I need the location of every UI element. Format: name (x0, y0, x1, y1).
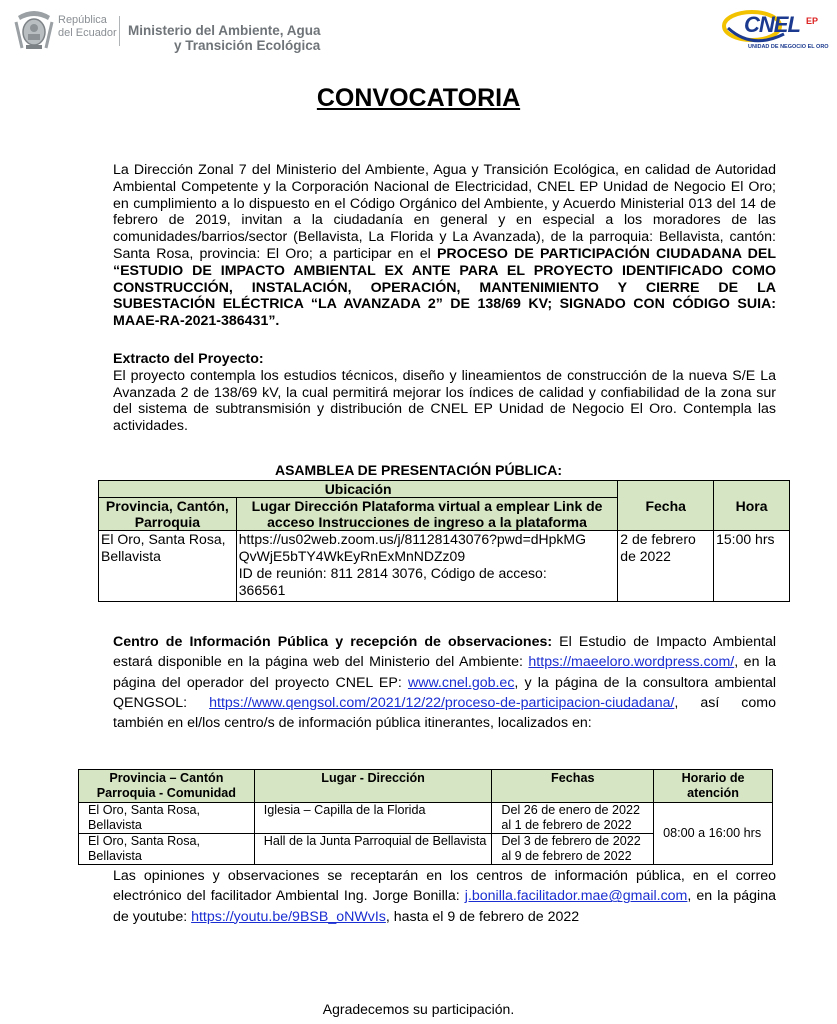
maeeloro-link[interactable]: https://maeeloro.wordpress.com/ (528, 654, 735, 671)
table-cell: Hall de la Junta Parroquial de Bellavista (254, 834, 492, 865)
youtube-link[interactable]: https://youtu.be/9BSB_oNWvIs (191, 908, 386, 925)
table-cell (492, 834, 654, 865)
extracto-heading: Extracto del Proyecto: (113, 351, 264, 367)
centro-heading: Centro de Información Pública y recepción de observaciones: (113, 634, 553, 650)
table-cell: 15:00 hrs (714, 531, 790, 602)
ubicacion-header: Ubicación (99, 481, 618, 498)
provincia-comunidad-header: Provincia – Cantón Parroquia - Comunidad (79, 770, 255, 803)
republica-ecuador-text: República del Ecuador (58, 14, 117, 39)
extracto-text: El proyecto contempla los estudios técnicos, diseño y lineamientos de construcción de la nueva S/E La Avanzada 2 de 138/69 kV, la cual permitirá mejorar los índices de calidad y confiabilidad de la zona sur del sistema de subtransmisión y distribución de CNEL EP Unidad de Negocio El Oro. Contempla las actividades. (113, 367, 776, 435)
lugar-direccion-header: Lugar - Dirección (254, 770, 492, 803)
header-divider (119, 16, 120, 46)
provincia-header: Provincia, Cantón, Parroquia (99, 498, 237, 531)
table-cell: 2 de febrero de 2022 (618, 531, 714, 602)
intro-bold-text: PROCESO DE PARTICIPACIÓN CIUDADANA DEL “ESTUDIO DE IMPACTO AMBIENTAL EX ANTE PARA EL PROYECTO IDENTIFICADO COMO CONSTRUCCIÓN, INSTALACIÓN, OPERACIÓN, MANTENIMIENTO Y CIERRE DE LA SUBESTACIÓN ELÉCTRICA “LA AVANZADA 2” DE 138/69 KV; SIGNADO CON CÓDIGO SUIA: MAAE-RA-2021-386431”. (113, 245, 776, 330)
ministerio-line1: Ministerio del Ambiente, Agua (128, 23, 321, 38)
opiniones-text: , hasta el 9 de febrero de 2022 (385, 908, 580, 925)
fechas-line: Del 3 de febrero de 2022 (501, 834, 641, 848)
table-row (79, 803, 773, 834)
fecha-header: Fecha (618, 481, 714, 531)
table-cell: El Oro, Santa Rosa, Bellavista (79, 834, 255, 865)
centros-table (78, 769, 773, 865)
centro-text: , en la página del operador del proyecto CNEL EP: (113, 654, 776, 691)
cnel-logo-text: CNEL (744, 12, 800, 37)
asamblea-heading: ASAMBLEA DE PRESENTACIÓN PÚBLICA: (274, 462, 562, 478)
centro-text: El Estudio de Impacto Ambiental estará disponible en la página web del Ministerio del Ambiente: (113, 634, 776, 671)
cnel-logo (722, 6, 829, 54)
opiniones-text: Las opiniones y observaciones se receptarán en los centros de información pública, en el correo electrónico del facilitador Ambiental Ing. Jorge Bonilla: (113, 868, 776, 905)
table-cell: Iglesia – Capilla de la Florida (254, 803, 492, 834)
extracto-section (113, 351, 776, 435)
centro-text: , y la página de la consultora ambiental QENGSOL: (113, 674, 776, 711)
intro-paragraph (113, 162, 776, 330)
cnel-link[interactable]: www.cnel.gob.ec (407, 674, 515, 691)
hora-header: Hora (714, 481, 790, 531)
table-cell: El Oro, Santa Rosa, Bellavista (99, 531, 237, 602)
fechas-line: Del 26 de enero de 2022 (501, 803, 641, 817)
zoom-link-line1[interactable]: https://us02web.zoom.us/j/81128143076?pwd=dHpkMG (238, 531, 586, 547)
asamblea-table (98, 480, 790, 602)
centro-paragraph (113, 632, 776, 733)
table-cell (492, 803, 654, 834)
opiniones-text: , en la página de youtube: (113, 888, 776, 925)
fechas-line: al 9 de febrero de 2022 (501, 849, 632, 863)
horario-cell: 08:00 a 16:00 hrs (654, 803, 773, 865)
cnel-logo-ep: EP (806, 16, 819, 26)
zoom-link-cell[interactable] (236, 531, 618, 602)
centro-text: , así como también en el/los centro/s de información pública itinerantes, localizados en: (113, 694, 776, 732)
fechas-line: al 1 de febrero de 2022 (501, 818, 632, 832)
ministerio-line2: y Transición Ecológica (174, 38, 321, 53)
reunion-id-line1: ID de reunión: 811 2814 3076, Código de acceso: (238, 565, 547, 581)
opiniones-paragraph (113, 866, 776, 927)
zoom-link-line2[interactable]: QvWjE5bTY4WkEyRnExMnNDZz09 (238, 548, 466, 564)
table-row (99, 531, 790, 602)
lugar-header: Lugar Dirección Plataforma virtual a emplear Link de acceso Instrucciones de ingreso a la plataforma (236, 498, 618, 531)
email-link[interactable]: j.bonilla.facilitador.mae@gmail.com (464, 888, 688, 905)
intro-text: La Dirección Zonal 7 del Ministerio del Ambiente, Agua y Transición Ecológica, en calidad de Autoridad Ambiental Competente y la Corporación Nacional de Electricidad, CNEL EP Unidad de Negocio El Oro; en cumplimiento a lo dispuesto en el Código Orgánico del Ambiente, y Acuerdo Ministerial 013 del 14 de febrero de 2019, invitan a la ciudadanía en general y en especial a los moradores de las comunidades/barrios/sector (Bellavista, La Florida y La Avanzada), de la parroquia: Bellavista, cantón: Santa Rosa, provincia: El Oro; a participar en el (113, 162, 776, 262)
fechas-header: Fechas (492, 770, 654, 803)
horario-header: Horario de atención (654, 770, 773, 803)
table-cell: El Oro, Santa Rosa, Bellavista (79, 803, 255, 834)
qengsol-link[interactable]: https://www.qengsol.com/2021/12/22/proceso-de-participacion-ciudadana/ (209, 694, 675, 711)
reunion-id-line2: 366561 (238, 582, 286, 598)
cnel-unidad: UNIDAD DE NEGOCIO EL ORO (748, 44, 829, 50)
page-title: CONVOCATORIA (316, 84, 521, 112)
ecuador-coat-of-arms-icon (12, 8, 56, 52)
footer-thanks: Agradecemos su participación. (322, 1001, 515, 1017)
